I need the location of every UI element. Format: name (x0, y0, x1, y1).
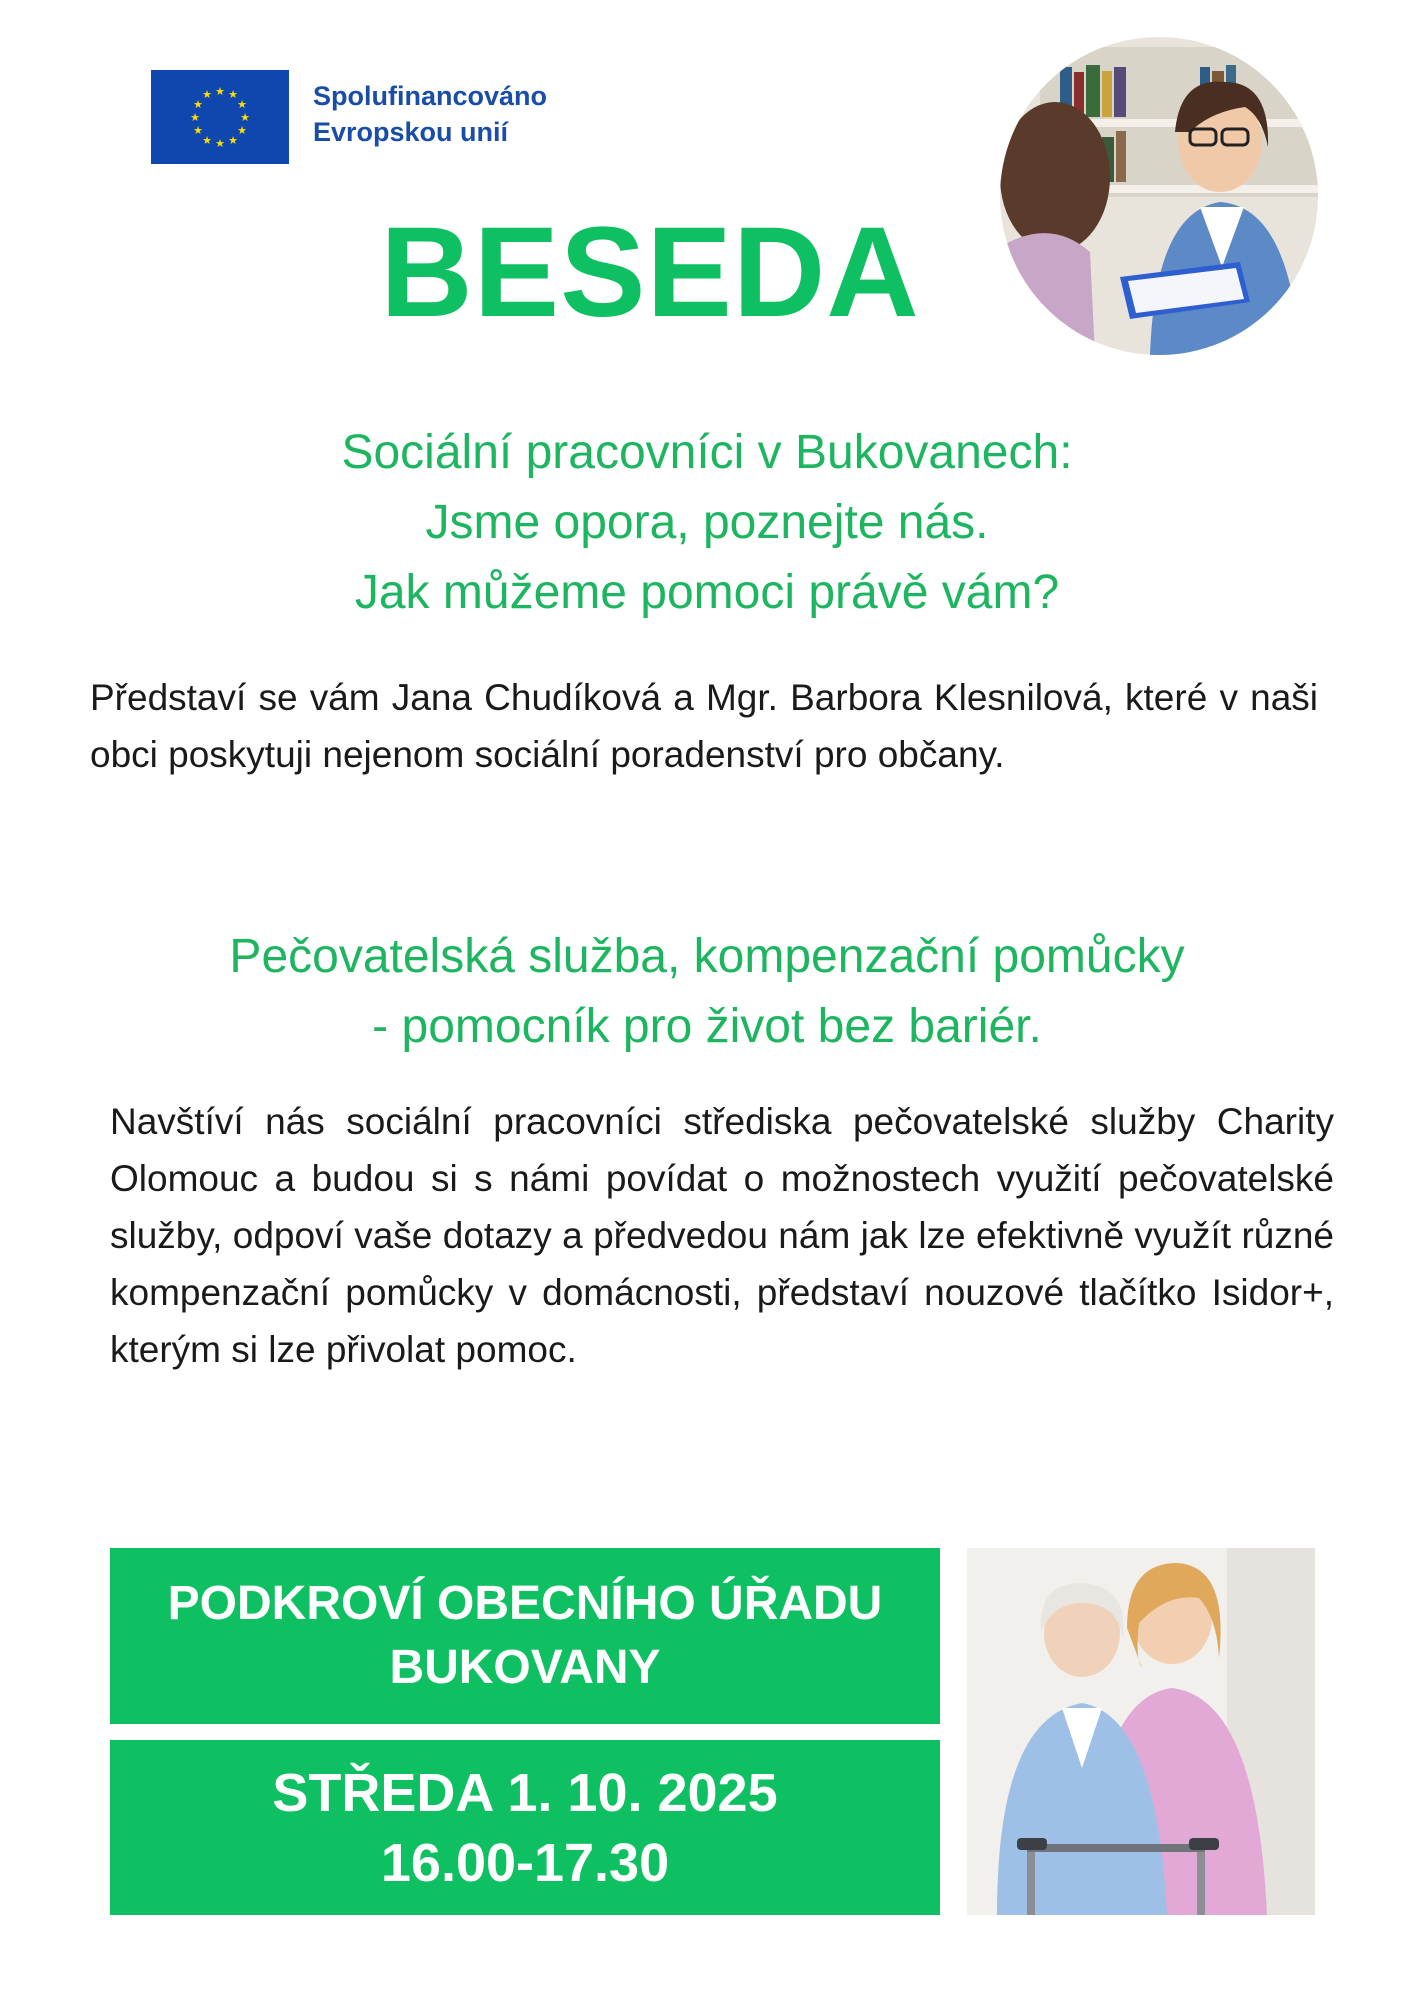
svg-text:★: ★ (237, 124, 247, 137)
datetime-box (110, 1740, 940, 1915)
svg-text:★: ★ (193, 124, 203, 137)
section2-heading (80, 922, 1334, 1062)
svg-text:★: ★ (228, 88, 238, 101)
page-title: BESEDA (380, 201, 920, 344)
section1-heading-line1: Sociální pracovníci v Bukovanech: (341, 426, 1073, 479)
eu-text-line2: Evropskou unií (313, 117, 509, 147)
section1-heading-line3: Jak můžeme pomoci právě vám? (354, 566, 1060, 619)
svg-text:★: ★ (190, 111, 200, 124)
section2-body: Navštíví nás sociální pracovníci střediska pečovatelské služby Charity Olomouc a budou si s námi povídat o možnostech využití pečovatelské služby, odpoví vaše dotazy a předvedou nám jak lze efektivně využít různé kompenzační pomůcky v domácnosti, představí nouzové tlačítko Isidor+, kterým si lze přivolat pomoc. (110, 1101, 1334, 1370)
eu-text-line1: Spolufinancováno (313, 81, 548, 111)
location-line1: PODKROVÍ OBECNÍHO ÚŘADU (167, 1577, 883, 1630)
svg-text:★: ★ (193, 98, 203, 111)
svg-text:★: ★ (215, 85, 225, 98)
svg-text:★: ★ (228, 134, 238, 147)
section2-heading-line1: Pečovatelská služba, kompenzační pomůcky (229, 930, 1185, 983)
caregiver-senior-photo (967, 1548, 1315, 1915)
svg-text:★: ★ (237, 98, 247, 111)
event-time: 16.00-17.30 (380, 1832, 670, 1893)
svg-text:★: ★ (240, 111, 250, 124)
svg-text:★: ★ (202, 88, 212, 101)
section1-body: Představí se vám Jana Chudíková a Mgr. Barbora Klesnilová, které v naši obci poskytuji nejenom sociální poradenství pro občany. (90, 677, 1318, 775)
location-line2: BUKOVANY (389, 1641, 661, 1694)
section2-heading-line2: - pomocník pro život bez bariér. (372, 1000, 1042, 1053)
svg-text:★: ★ (202, 134, 212, 147)
event-date: STŘEDA 1. 10. 2025 (272, 1762, 778, 1823)
eu-cofinancing-text (313, 78, 547, 150)
eu-flag-logo (151, 70, 289, 164)
svg-text:★: ★ (215, 137, 225, 150)
location-box (110, 1548, 940, 1724)
section1-heading-line2: Jsme opora, poznejte nás. (425, 496, 989, 549)
section1-heading (80, 418, 1334, 628)
